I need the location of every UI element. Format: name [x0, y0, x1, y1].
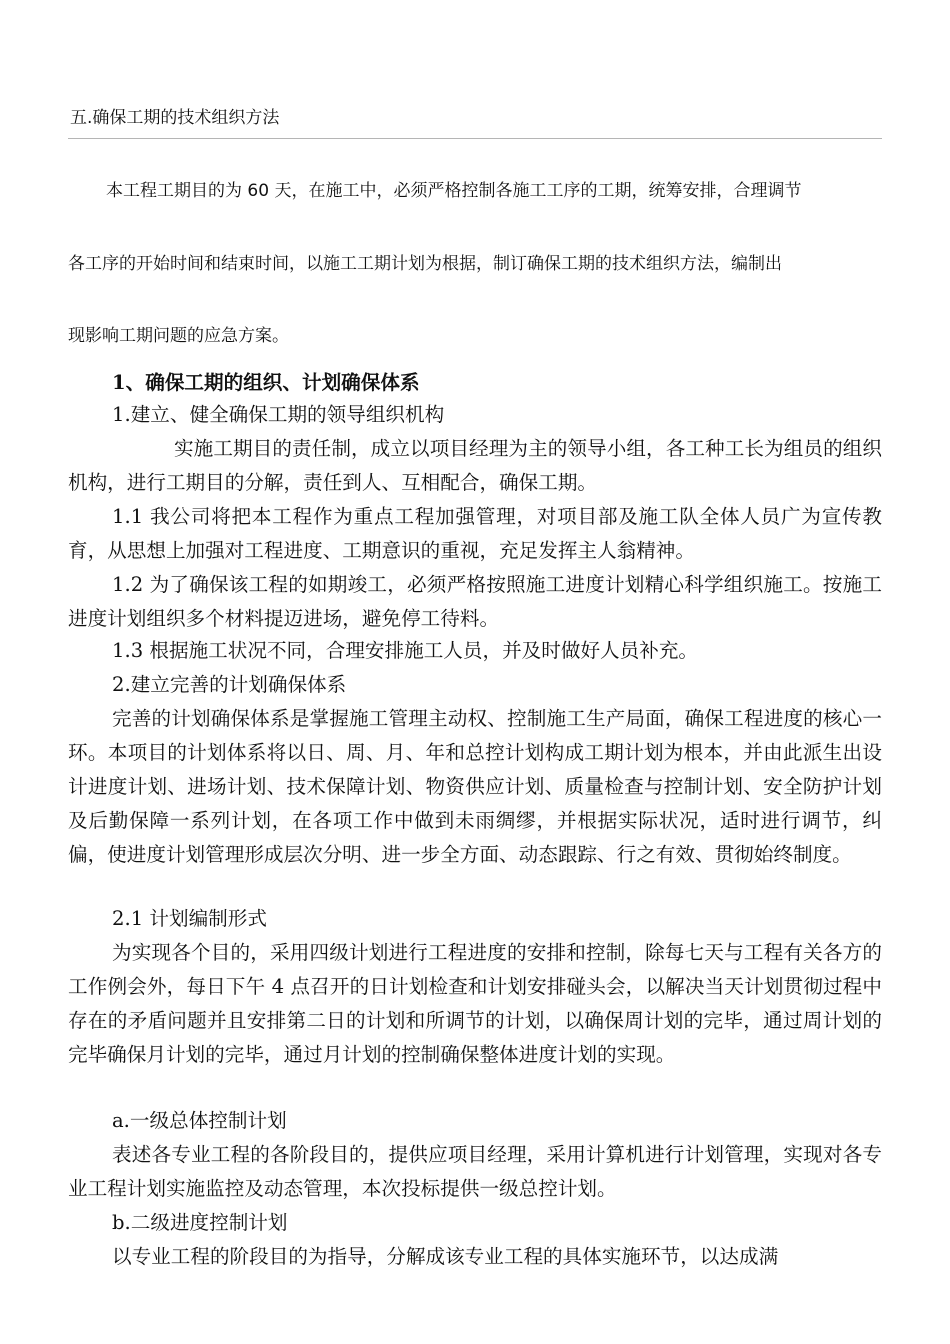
heading-1: 1、确保工期的组织、计划确保体系 [112, 371, 420, 394]
item-1-heading: 1.建立、健全确保工期的领导组织机构 [112, 403, 445, 426]
intro-line-2: 各工序的开始时间和结束时间，以施工工期计划为根据，制订确保工期的技术组织方法，编制出 [68, 254, 782, 274]
item-b-heading: b.二级进度控制计划 [112, 1211, 288, 1234]
paragraph-responsibility: 实施工期目的责任制，成立以项目经理为主的领导小组，各工种工长为组员的组织机构，进行工期目的分解，责任到人、互相配合，确保工期。 [68, 437, 882, 494]
paragraph-b: 以专业工程的阶段目的为指导，分解成该专业工程的具体实施环节，以达成满 [112, 1245, 779, 1268]
intro-line-3: 现影响工期问题的应急方案。 [68, 326, 289, 346]
paragraph-1-2: 1.2 为了确保该工程的如期竣工，必须严格按照施工进度计划精心科学组织施工。按施工进度计划组织多个材料提迈进场，避免停工待料。 [68, 573, 882, 630]
item-a-heading: a.一级总体控制计划 [112, 1109, 287, 1132]
section-title: 五.确保工期的技术组织方法 [70, 108, 280, 128]
paragraph-plan-system: 完善的计划确保体系是掌握施工管理主动权、控制施工生产局面，确保工程进度的核心一环。本项目的计划体系将以日、周、月、年和总控计划构成工期计划为根本，并由此派生出设计进度计划、进场计划、技术保障计划、物资供应计划、质量检查与控制计划、安全防护计划及后勤保障一系列计划，在各项工作中做到未雨绸缪，并根据实际状况，适时进行调节，纠偏，使进度计划管理形成层次分明、进一步全方面、动态跟踪、行之有效、贯彻始终制度。 [68, 707, 882, 866]
paragraph-1-1: 1.1 我公司将把本工程作为重点工程加强管理，对项目部及施工队全体人员广为宣传教育，从思想上加强对工程进度、工期意识的重视，充足发挥主人翁精神。 [68, 505, 882, 562]
intro-line-1: 本工程工期目的为 60 天，在施工中，必须严格控制各施工工序的工期，统筹安排，合理调节 [106, 181, 802, 201]
paragraph-1-3: 1.3 根据施工状况不同，合理安排施工人员，并及时做好人员补充。 [112, 639, 699, 662]
paragraph-a: 表述各专业工程的各阶段目的，提供应项目经理，采用计算机进行计划管理，实现对各专业工程计划实施监控及动态管理，本次投标提供一级总控计划。 [68, 1143, 882, 1200]
item-2-1-heading: 2.1 计划编制形式 [112, 907, 267, 930]
item-2-heading: 2.建立完善的计划确保体系 [112, 673, 347, 696]
title-divider [68, 138, 882, 139]
paragraph-2-1: 为实现各个目的，采用四级计划进行工程进度的安排和控制，除每七天与工程有关各方的工作例会外，每日下午 4 点召开的日计划检查和计划安排碰头会，以解决当天计划贯彻过程中存在的矛盾问题并且安排第二日的计划和所调节的计划，以确保周计划的完毕，通过周计划的完毕确保月计划的完毕，通过月计划的控制确保整体进度计划的实现。 [68, 941, 882, 1066]
